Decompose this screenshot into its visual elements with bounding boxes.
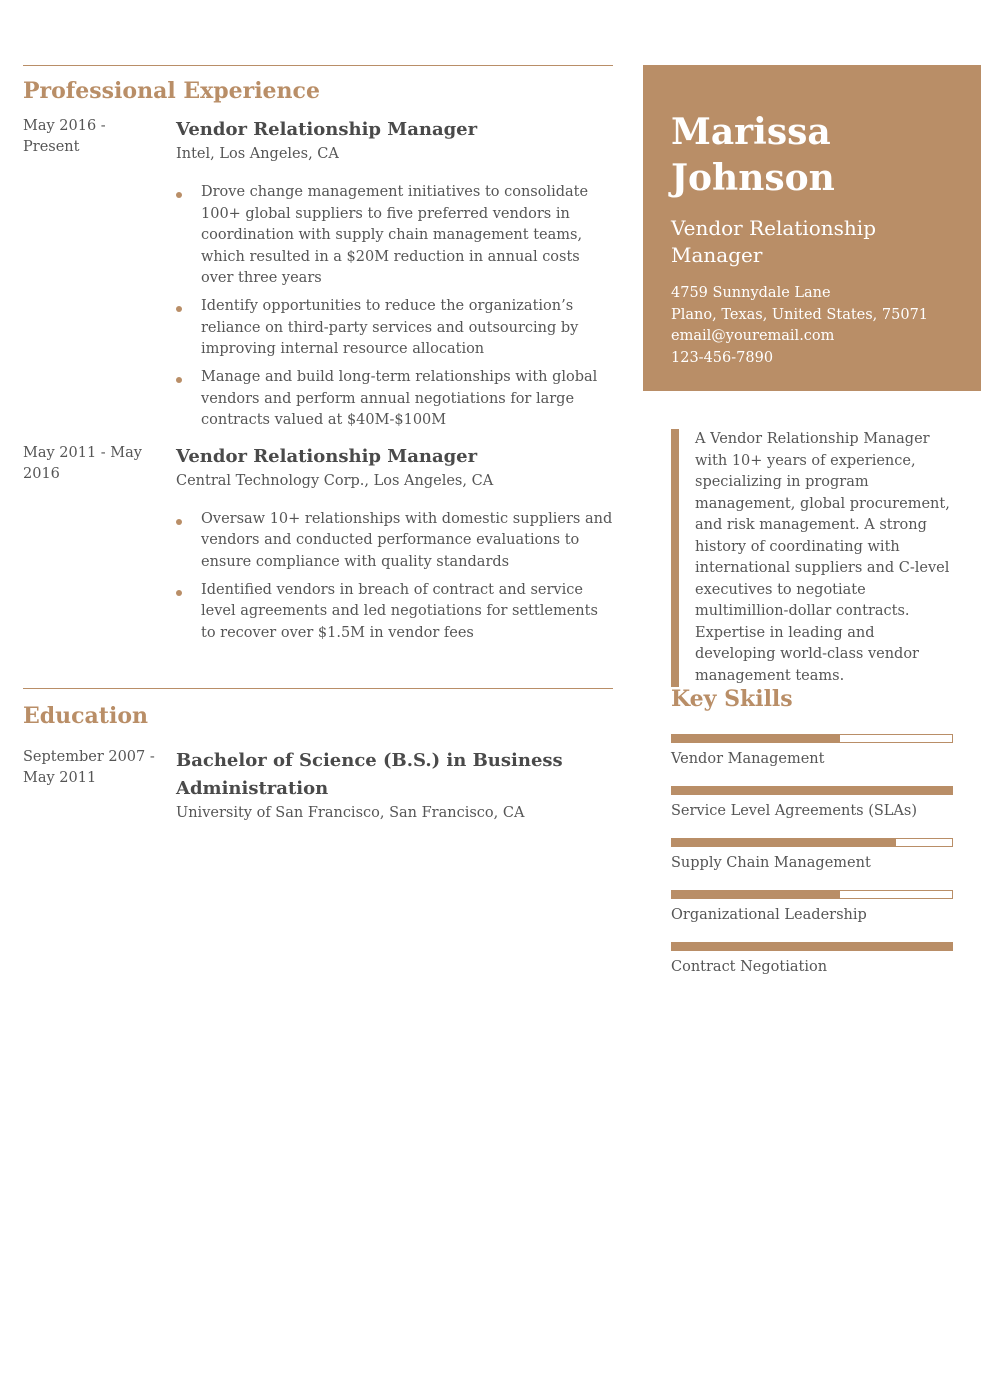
education-date: September 2007 - May 2011 [23,749,155,786]
skill-level-bar [671,786,953,795]
skill-level-fill [672,839,896,846]
job-bullet: Drove change management initiatives to consolidate 100+ global suppliers to five preferred vendors in coordination with supply chain management teams, which resulted in a $20M reduction in annual costs over three years [176,182,613,290]
skill-level-fill [672,735,840,742]
job-bullet: Manage and build long-term relationships with global vendors and perform annual negotiations for large contracts valued at $40M-$100M [176,367,613,432]
education-heading: Education [23,703,148,729]
skill-item [671,734,953,786]
skill-item [671,942,953,994]
first-name: Marissa [671,111,831,153]
job-date: May 2011 - May 2016 [23,444,142,482]
bullet-icon [176,306,182,312]
bullet-icon [176,590,182,596]
skill-level-bar [671,734,953,743]
skill-name: Contract Negotiation [671,959,828,975]
skill-item [671,838,953,890]
skill-level-fill [672,943,952,950]
email-link[interactable]: email@youremail.com [671,328,835,344]
bullet-icon [176,192,182,198]
job-bullet: Oversaw 10+ relationships with domestic suppliers and vendors and conducted performance evaluations to ensure compliance with quality standards [176,509,613,574]
bullet-icon [176,519,182,525]
skill-level-fill [672,787,952,794]
skill-item [671,786,953,838]
skill-name: Organizational Leadership [671,907,867,923]
address-line-2: Plano, Texas, United States, 75071 [671,306,929,323]
experience-heading: Professional Experience [23,78,320,104]
education-degree: Bachelor of Science (B.S.) in Business Administration [176,750,563,799]
skill-item [671,890,953,942]
skill-name: Supply Chain Management [671,855,871,871]
headline-role: Vendor Relationship Manager [671,216,876,267]
skills-list [671,734,953,994]
skills-heading: Key Skills [671,686,793,712]
job-entry [23,116,613,432]
summary: A Vendor Relationship Manager with 10+ years of experience, specializing in program management, global procurement, and risk management. A strong history of coordinating with international suppliers and C-level executives to negotiate multimillion-dollar contracts. Expertise in leading and developing world-class vendor management teams. [671,429,953,687]
skill-level-bar [671,942,953,951]
contact-info [671,283,953,369]
job-title: Vendor Relationship Manager [176,119,478,140]
skill-level-bar [671,838,953,847]
job-bullet: Identify opportunities to reduce the organization’s reliance on third-party services and outsourcing by improving internal resource allocation [176,296,613,361]
job-entry [23,443,613,645]
left-column [23,0,613,823]
education-divider [23,688,613,689]
skill-level-fill [672,891,840,898]
job-bullet: Identified vendors in breach of contract and service level agreements and led negotiations for settlements to recover over $1.5M in vendor fees [176,580,613,645]
experience-divider [23,65,613,66]
education-entry [23,747,613,823]
skill-name: Vendor Management [671,751,825,767]
job-date: May 2016 - Present [23,118,106,155]
education-school: University of San Francisco, San Francisco, CA [176,805,525,821]
job-bullets [176,182,613,432]
job-company: Intel, Los Angeles, CA [176,146,339,162]
job-bullets [176,509,613,645]
job-company: Central Technology Corp., Los Angeles, CA [176,472,494,489]
phone-number: 123-456-7890 [671,349,774,366]
address-line-1: 4759 Sunnydale Lane [671,285,831,301]
bullet-icon [176,377,182,383]
header-box [643,65,981,391]
skill-name: Service Level Agreements (SLAs) [671,803,917,819]
last-name: Johnson [671,157,835,199]
job-title: Vendor Relationship Manager [176,445,478,467]
skill-level-bar [671,890,953,899]
